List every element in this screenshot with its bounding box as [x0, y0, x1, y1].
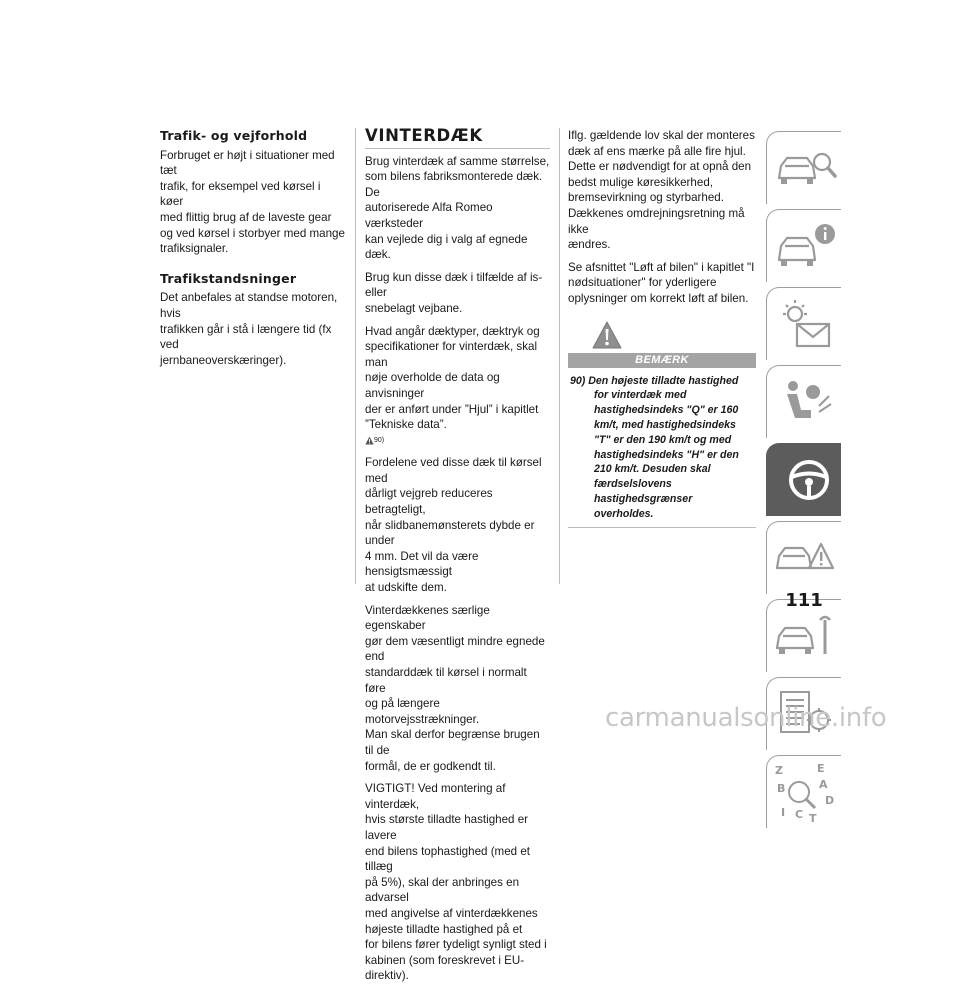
paragraph-tyre-brand: Iflg. gældende lov skal der monteres dæk af ens mærke på alle fire hjul. Dette er nødvendigt for at opnå den bedst mulige køresikkerhed, bremsevirkning og styrbarhed. Dækkenes omdrejningsretning må ikke ændres. — [568, 129, 755, 252]
seat-airbag-icon — [767, 366, 841, 438]
paragraph-winter-5: Vinterdækkenes særlige egenskaber gør dem væsentligt mindre egnede end standarddæk til kørsel i normalt føre og på længere motorvejsstrækninger. Man skal derfor begrænse brugen til de formål, de er godkendt til. — [365, 603, 545, 773]
index-letter: T — [809, 812, 817, 825]
section-title-winter-tyres: VINTERDÆK — [365, 128, 550, 144]
steering-wheel-icon — [767, 444, 841, 516]
paragraph-winter-2: Brug kun disse dæk i tilfælde af is- eller snebelagt vejbane. — [365, 270, 543, 315]
index-letter: C — [795, 808, 804, 821]
column-divider — [559, 128, 560, 584]
note-label: BEMÆRK — [568, 353, 756, 368]
index-letter: D — [825, 794, 835, 807]
warning-light-message-icon — [767, 288, 841, 360]
car-info-icon — [767, 210, 841, 282]
index-letter: A — [819, 778, 828, 791]
tab-starting-driving[interactable] — [766, 443, 841, 516]
car-warning-triangle-icon — [767, 522, 841, 594]
paragraph-lifting: Se afsnittet "Løft af bilen" i kapitlet "I nødsituationer" for yderligere oplysninger om korrekt løft af bilen. — [568, 260, 755, 305]
tab-index[interactable] — [766, 755, 841, 828]
column-divider — [355, 128, 356, 584]
warning-triangle-icon — [592, 321, 622, 349]
heading-traffic-road-conditions: Trafik- og vejforhold — [160, 128, 308, 143]
column-1 — [160, 128, 345, 375]
footnote-reference[interactable]: 90) — [374, 436, 385, 444]
tab-safety[interactable] — [766, 209, 841, 282]
alphabetical-index-icon — [767, 756, 841, 828]
note-divider — [568, 527, 756, 528]
paragraph-traffic-stops: Det anbefales at standse motoren, hvis trafikken går i stå i længere tid (fx ved jernbaneoverskæringer). — [160, 291, 338, 367]
paragraph-winter-3 — [365, 324, 550, 449]
index-letter: Z — [775, 764, 783, 777]
page-number: 111 — [785, 590, 823, 611]
column-2 — [365, 128, 550, 991]
watermark: carmanualsonline.info — [605, 703, 887, 733]
tab-seats-airbags[interactable] — [766, 365, 841, 438]
car-search-icon — [767, 132, 841, 204]
index-letter: I — [781, 806, 786, 819]
index-letter: E — [817, 762, 825, 775]
warning-ref-icon — [365, 436, 374, 445]
note-box — [568, 321, 756, 528]
tab-get-to-know-car[interactable] — [766, 131, 841, 204]
tab-emergency[interactable] — [766, 521, 841, 594]
heading-traffic-stops: Trafikstandsninger — [160, 270, 297, 286]
index-letter: B — [777, 782, 786, 795]
paragraph-winter-3-text: Hvad angår dæktyper, dæktryk og specifikationer for vinterdæk, skal man nøje overholde de data og anvisninger der er anført under ”Hjul” i kapitlet ”Tekniske data”. — [365, 324, 540, 432]
paragraph-traffic: Forbruget er højt i situationer med tæt trafik, for eksempel ved kørsel i køer med flittig brug af de laveste gear og ved kørsel i storbyer med mange trafiksignaler. — [160, 148, 345, 256]
note-text: 90) Den højeste tilladte hastighed for vinterdæk med hastighedsindeks "Q" er 160 km/t, med hastighedsindeks "T" er den 190 km/t og med hastighedsindeks "H" er den 210 km/t. Desuden skal færdselslovens hastighedsgrænser overholdes. — [570, 374, 739, 520]
paragraph-winter-4: Fordelene ved disse dæk til kørsel med dårligt vejgreb reduceres betragteligt, når slidbanemønsterets dybde er under 4 mm. Det vil da være hensigtsmæssigt at udskifte dem. — [365, 456, 542, 595]
paragraph-winter-1: Brug vinterdæk af samme størrelse, som bilens fabriksmonterede dæk. De autoriserede Alfa Romeo værksteder kan vejlede dig i valg af egnede dæk. — [365, 154, 550, 262]
column-3 — [568, 128, 756, 528]
paragraph-winter-6: VIGTIGT! Ved montering af vinterdæk, hvis største tilladte hastighed er lavere end bilens tophastighed (med et tillæg på 5%), skal der anbringes en advarsel med angivelse af vinterdækkenes højeste tilladte hastighed på et for bilens fører tydeligt synligt sted i kabinen (som foreskrevet i EU-direktiv). — [365, 782, 547, 983]
tab-warning-lights[interactable] — [766, 287, 841, 360]
